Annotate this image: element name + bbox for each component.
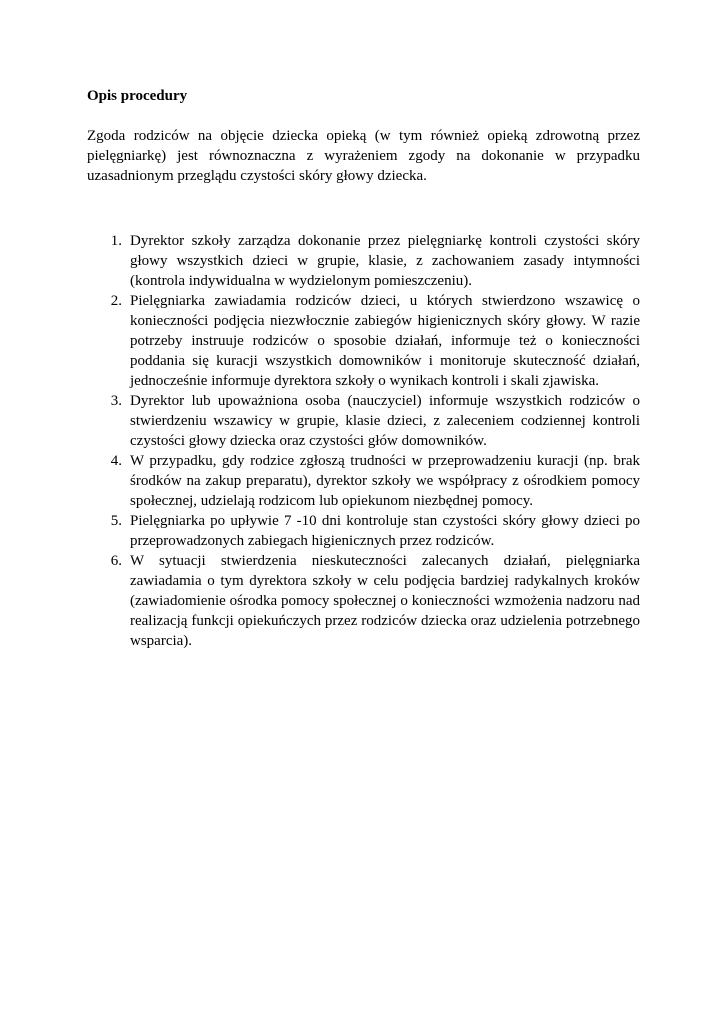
step-text: Pielęgniarka zawiadamia rodziców dzieci, u których stwierdzono wszawicę o konieczności podjęcia niezwłocznie zabiegów higienicznych skóry głowy. W razie potrzeby instruuje rodziców o sposobie działań, informuje też o konieczności poddania się kuracji wszystkich domowników i monitoruje skuteczność działań, jednocześnie informuje dyrektora szkoły o wynikach kontroli i skali zjawiska.: [130, 293, 640, 389]
procedure-step: [87, 511, 640, 551]
document-title: Opis procedury: [87, 88, 188, 104]
intro-paragraph: Zgoda rodziców na objęcie dziecka opieką (w tym również opieką zdrowotną przez pielęgniarkę) jest równoznaczna z wyrażeniem zgody na dokonanie w przypadku uzasadnionym przeglądu czystości skóry głowy dziecka.: [87, 128, 640, 184]
step-text: Dyrektor szkoły zarządza dokonanie przez pielęgniarkę kontroli czystości skóry głowy wszystkich dzieci w grupie, klasie, z zachowaniem zasady intymności (kontrola indywidualna w wydzielonym pomieszczeniu).: [130, 233, 640, 289]
procedure-step: [87, 451, 640, 511]
step-text: W przypadku, gdy rodzice zgłoszą trudności w przeprowadzeniu kuracji (np. brak środków na zakup preparatu), dyrektor szkoły we współpracy z ośrodkiem pomocy społecznej, udzielają rodzicom lub opiekunom niezbędnej pomocy.: [130, 453, 640, 509]
document-content: [87, 86, 640, 651]
procedure-steps-list: [87, 231, 640, 651]
step-text: W sytuacji stwierdzenia nieskuteczności zalecanych działań, pielęgniarka zawiadamia o tym dyrektora szkoły w celu podjęcia bardziej radykalnych kroków (zawiadomienie ośrodka pomocy społecznej o konieczności wzmożenia nadzoru nad realizacją funkcji opiekuńczych przez rodziców dziecka oraz udzielenia potrzebnego wsparcia).: [130, 553, 640, 649]
step-text: Pielęgniarka po upływie 7 -10 dni kontroluje stan czystości skóry głowy dzieci po przeprowadzonych zabiegach higienicznych przez rodziców.: [130, 513, 640, 549]
procedure-step: [87, 551, 640, 651]
step-number: 5.: [110, 513, 122, 529]
step-number: 3.: [110, 393, 122, 409]
procedure-step: [87, 291, 640, 391]
step-text: Dyrektor lub upoważniona osoba (nauczyciel) informuje wszystkich rodziców o stwierdzeniu wszawicy w grupie, klasie dzieci, z zaleceniem codziennej kontroli czystości głowy dziecka oraz czystości głów domowników.: [130, 393, 640, 449]
step-number: 6.: [110, 553, 122, 569]
step-number: 4.: [110, 453, 122, 469]
procedure-step: [87, 391, 640, 451]
procedure-step: [87, 231, 640, 291]
step-number: 1.: [110, 233, 122, 249]
step-number: 2.: [110, 293, 122, 309]
